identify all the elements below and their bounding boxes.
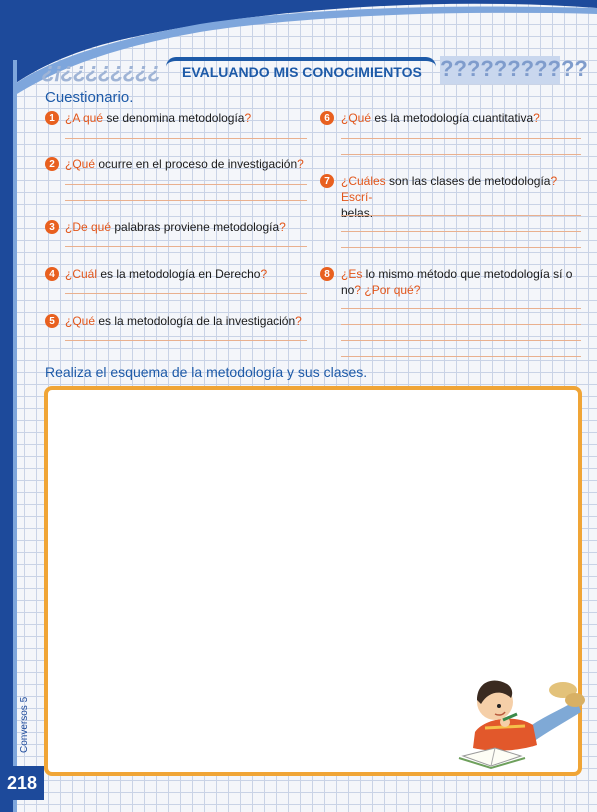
left-band	[0, 60, 13, 812]
answer-line[interactable]	[341, 324, 581, 325]
question-1-highlight: ¿A qué	[65, 111, 104, 125]
question-5-text: es la metodología de la investigación	[95, 314, 296, 328]
question-7-highlight: ¿Cuáles	[341, 174, 386, 188]
question-number-2: 2	[45, 157, 59, 171]
answer-line[interactable]	[65, 246, 307, 247]
question-8	[341, 266, 585, 298]
question-7-line2: belas.	[341, 206, 374, 220]
section-title: Cuestionario.	[45, 89, 134, 106]
question-number-6: 6	[320, 111, 334, 125]
question-number-3: 3	[45, 220, 59, 234]
question-marks-left: ¿¡¿¿¿¿¿¿¿¿	[42, 58, 161, 83]
question-1	[65, 110, 310, 126]
question-3-highlight: ¿De qué	[65, 220, 112, 234]
question-number-8: 8	[320, 267, 334, 281]
question-6	[341, 110, 585, 126]
answer-line[interactable]	[341, 308, 581, 309]
question-3-end: ?	[279, 220, 286, 234]
question-4-end: ?	[260, 267, 268, 281]
header-swoosh	[0, 0, 597, 100]
question-3	[65, 219, 310, 235]
page-number: 218	[0, 766, 44, 800]
answer-line[interactable]	[341, 154, 581, 155]
answer-line[interactable]	[341, 138, 581, 139]
answer-line[interactable]	[65, 293, 307, 294]
question-7-text: son las clases de metodología	[385, 174, 551, 188]
answer-line[interactable]	[65, 340, 307, 341]
question-1-text: se denomina metodología	[103, 111, 245, 125]
question-2	[65, 156, 310, 172]
answer-line[interactable]	[341, 356, 581, 357]
question-number-1: 1	[45, 111, 59, 125]
answer-line[interactable]	[341, 231, 581, 232]
question-2-text: ocurre en el proceso de investigación	[95, 157, 298, 171]
left-band-accent	[13, 60, 17, 812]
question-number-7: 7	[320, 174, 334, 188]
question-number-5: 5	[45, 314, 59, 328]
kid-reading-illustration	[455, 670, 585, 775]
question-4-text: es la metodología en Derecho	[97, 267, 261, 281]
side-label: Conversos 5	[19, 696, 30, 754]
question-6-highlight: ¿Qué	[341, 111, 372, 125]
answer-line[interactable]	[341, 340, 581, 341]
page-title: EVALUANDO MIS CONOCIMIENTOS	[182, 64, 422, 80]
answer-line[interactable]	[341, 247, 581, 248]
question-1-end: ?	[244, 111, 252, 125]
question-5	[65, 313, 310, 329]
question-8-highlight: ¿Es	[341, 267, 363, 281]
question-7-end: ? Escrí-	[341, 174, 558, 204]
question-3-text: palabras proviene metodología	[111, 220, 280, 234]
question-8-line2-text: no	[341, 283, 355, 297]
question-4	[65, 266, 310, 282]
question-4-highlight: ¿Cuál	[65, 267, 98, 281]
answer-line[interactable]	[341, 215, 581, 216]
question-8-text: lo mismo método que metodología sí o	[362, 267, 573, 281]
question-number-4: 4	[45, 267, 59, 281]
question-8-line2-highlight: ? ¿Por qué?	[354, 283, 421, 297]
answer-line[interactable]	[65, 138, 307, 139]
question-marks-right: ???????????	[440, 56, 560, 84]
question-5-highlight: ¿Qué	[65, 314, 96, 328]
answer-line[interactable]	[65, 200, 307, 201]
question-7	[341, 173, 585, 221]
question-2-highlight: ¿Qué	[65, 157, 96, 171]
question-6-text: es la metodología cuantitativa	[371, 111, 534, 125]
answer-line[interactable]	[65, 184, 307, 185]
question-6-end: ?	[533, 111, 540, 125]
question-2-end: ?	[297, 157, 304, 171]
question-5-end: ?	[295, 314, 302, 328]
scheme-prompt: Realiza el esquema de la metodología y sus clases.	[45, 364, 368, 380]
